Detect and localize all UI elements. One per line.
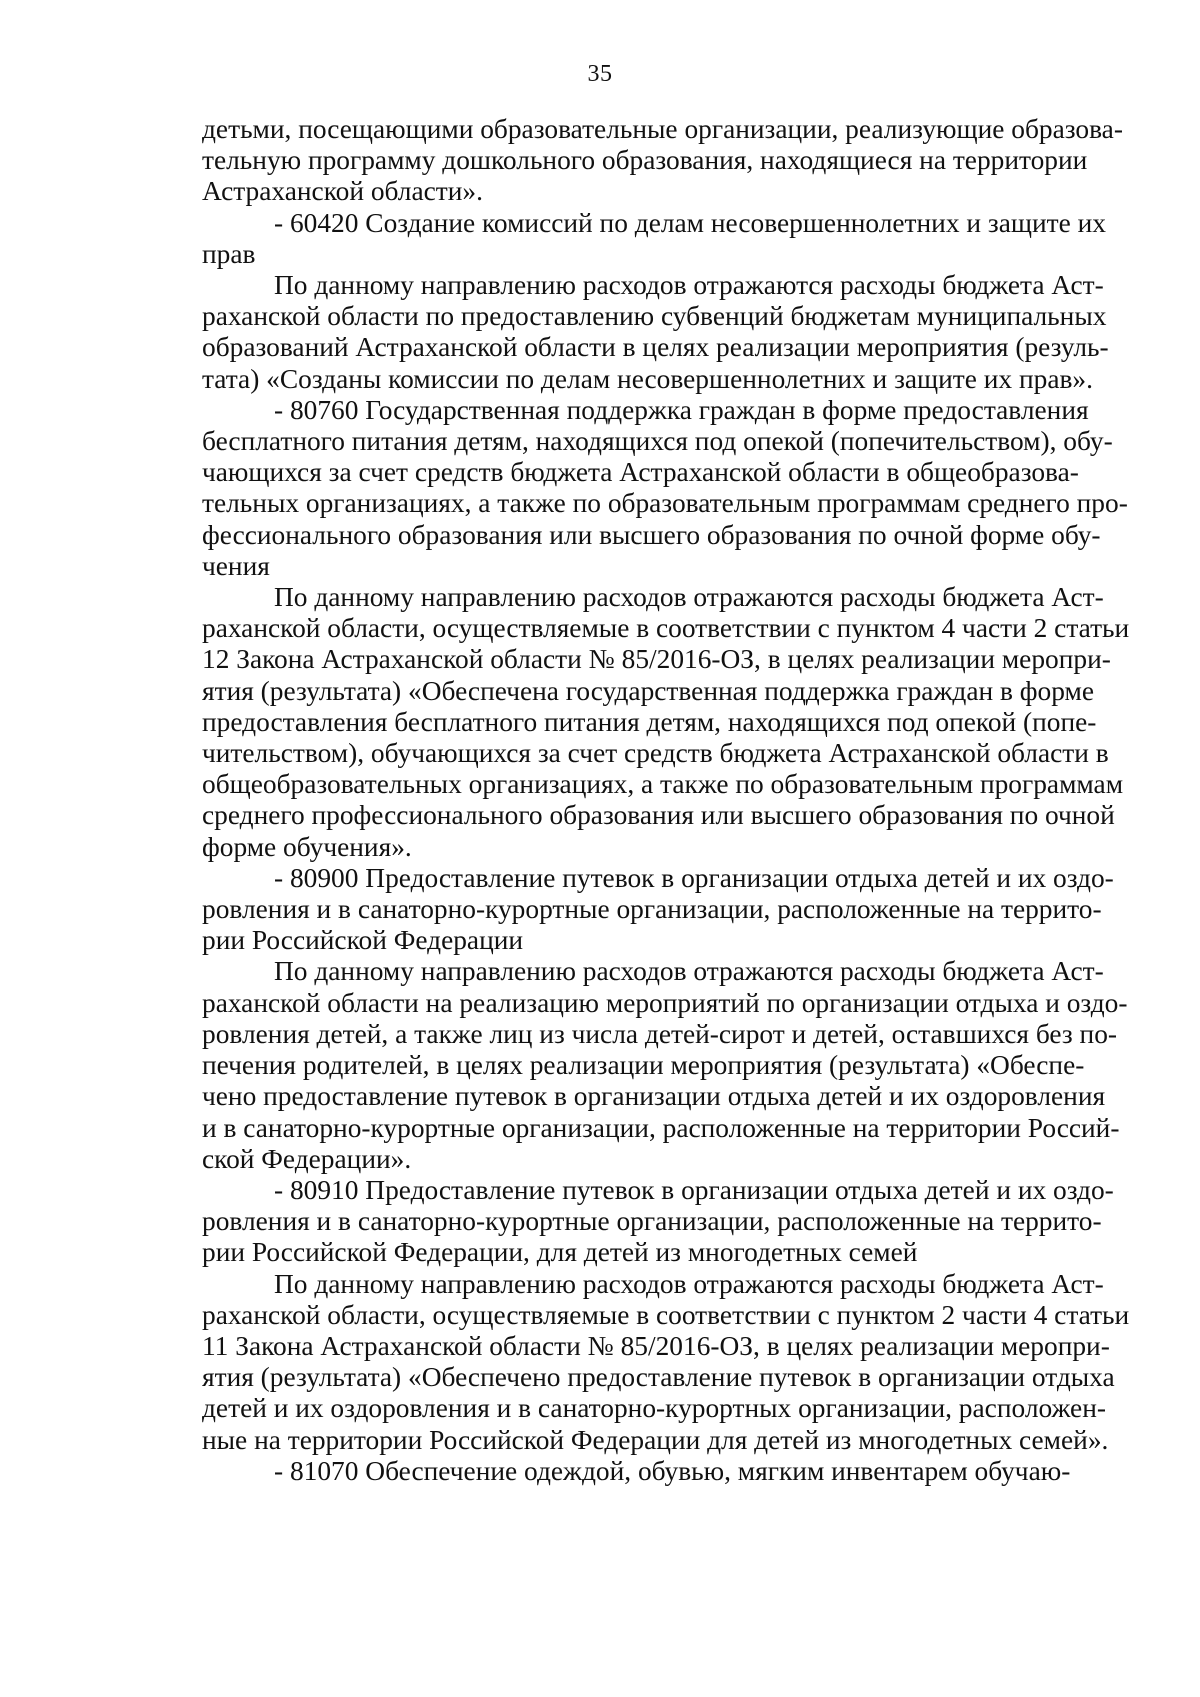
paragraph [202,395,1146,582]
paragraph [202,582,1146,863]
text-line: По данному направлению расходов отражаются расходы бюджета Аст- [274,956,1104,987]
text-line: и в санаторно-курортные организации, расположенные на территории Россий- [202,1112,1120,1143]
text-line: раханской области на реализацию мероприятий по организации отдыха и оздо- [202,987,1128,1018]
text-line: ятия (результата) «Обеспечено предоставление путевок в организации отдыха [202,1362,1115,1393]
text-line: чительством), обучающихся за счет средств бюджета Астраханской области в [202,738,1109,769]
text-line: прав [202,238,256,269]
text-line: - 80760 Государственная поддержка граждан в форме предоставления [274,394,1089,425]
paragraph [202,114,1146,208]
text-line: тата) «Созданы комиссии по делам несовершеннолетних и защите их прав». [202,363,1093,394]
text-line: По данному направлению расходов отражаются расходы бюджета Аст- [274,270,1104,301]
text-line: предоставления бесплатного питания детям, находящихся под опекой (попе- [202,706,1097,737]
text-line: бесплатного питания детям, находящихся под опекой (попечительством), обу- [202,426,1113,457]
page-number: 35 [587,61,613,87]
text-line: рии Российской Федерации [202,925,524,956]
text-line: - 80910 Предоставление путевок в организации отдыха детей и их оздо- [274,1174,1114,1205]
text-line: тельную программу дошкольного образования, находящиеся на территории [202,145,1088,176]
text-line: общеобразовательных организациях, а также по образовательным программам [202,769,1124,800]
text-line: раханской области по предоставлению субвенций бюджетам муниципальных [202,301,1107,332]
text-line: детей и их оздоровления и в санаторно-курортных организации, расположен- [202,1393,1106,1424]
text-line: ятия (результата) «Обеспечена государственная поддержка граждан в форме [202,675,1094,706]
text-line: фессионального образования или высшего образования по очной форме обу- [202,519,1101,550]
text-line: образований Астраханской области в целях реализации мероприятия (резуль- [202,332,1109,363]
paragraph [202,1456,1146,1487]
paragraph [202,270,1146,395]
paragraph [202,208,1146,270]
paragraph [202,1175,1146,1269]
text-line: По данному направлению расходов отражаются расходы бюджета Аст- [274,582,1104,613]
paragraph [202,863,1146,957]
text-line: детьми, посещающими образовательные организации, реализующие образова- [202,114,1123,144]
document-body [202,114,1146,1487]
text-line: По данному направлению расходов отражаются расходы бюджета Аст- [274,1268,1104,1299]
text-line: чающихся за счет средств бюджета Астраханской области в общеобразова- [202,457,1079,488]
text-line: 12 Закона Астраханской области № 85/2016-ОЗ, в целях реализации меропри- [202,644,1111,675]
text-line: - 60420 Создание комиссий по делам несовершеннолетних и защите их [274,207,1106,238]
text-line: форме обучения». [202,831,412,862]
text-line: чено предоставление путевок в организации отдыха детей и их оздоровления [202,1081,1106,1112]
text-line: ровления и в санаторно-курортные организации, расположенные на террито- [202,894,1102,925]
text-line: раханской области, осуществляемые в соответствии с пунктом 4 части 2 статьи [202,613,1130,644]
text-line: 11 Закона Астраханской области № 85/2016-ОЗ, в целях реализации меропри- [202,1330,1110,1361]
text-line: ные на территории Российской Федерации для детей из многодетных семей». [202,1424,1109,1455]
text-line: чения [202,550,270,581]
text-line: - 80900 Предоставление путевок в организации отдыха детей и их оздо- [274,862,1114,893]
text-line: ровления и в санаторно-курортные организации, расположенные на террито- [202,1206,1102,1237]
text-line: - 81070 Обеспечение одеждой, обувью, мягким инвентарем обучаю- [274,1455,1071,1486]
text-line: Астраханской области». [202,176,483,207]
paragraph [202,956,1146,1174]
text-line: рии Российской Федерации, для детей из многодетных семей [202,1237,918,1268]
text-line: ровления детей, а также лиц из числа детей-сирот и детей, оставшихся без по- [202,1018,1118,1049]
text-line: тельных организациях, а также по образовательным программам среднего про- [202,488,1128,519]
text-line: печения родителей, в целях реализации мероприятия (результата) «Обеспе- [202,1050,1085,1081]
text-line: раханской области, осуществляемые в соответствии с пунктом 2 части 4 статьи [202,1299,1130,1330]
paragraph [202,1269,1146,1456]
text-line: ской Федерации». [202,1143,412,1174]
text-line: среднего профессионального образования или высшего образования по очной [202,800,1115,831]
